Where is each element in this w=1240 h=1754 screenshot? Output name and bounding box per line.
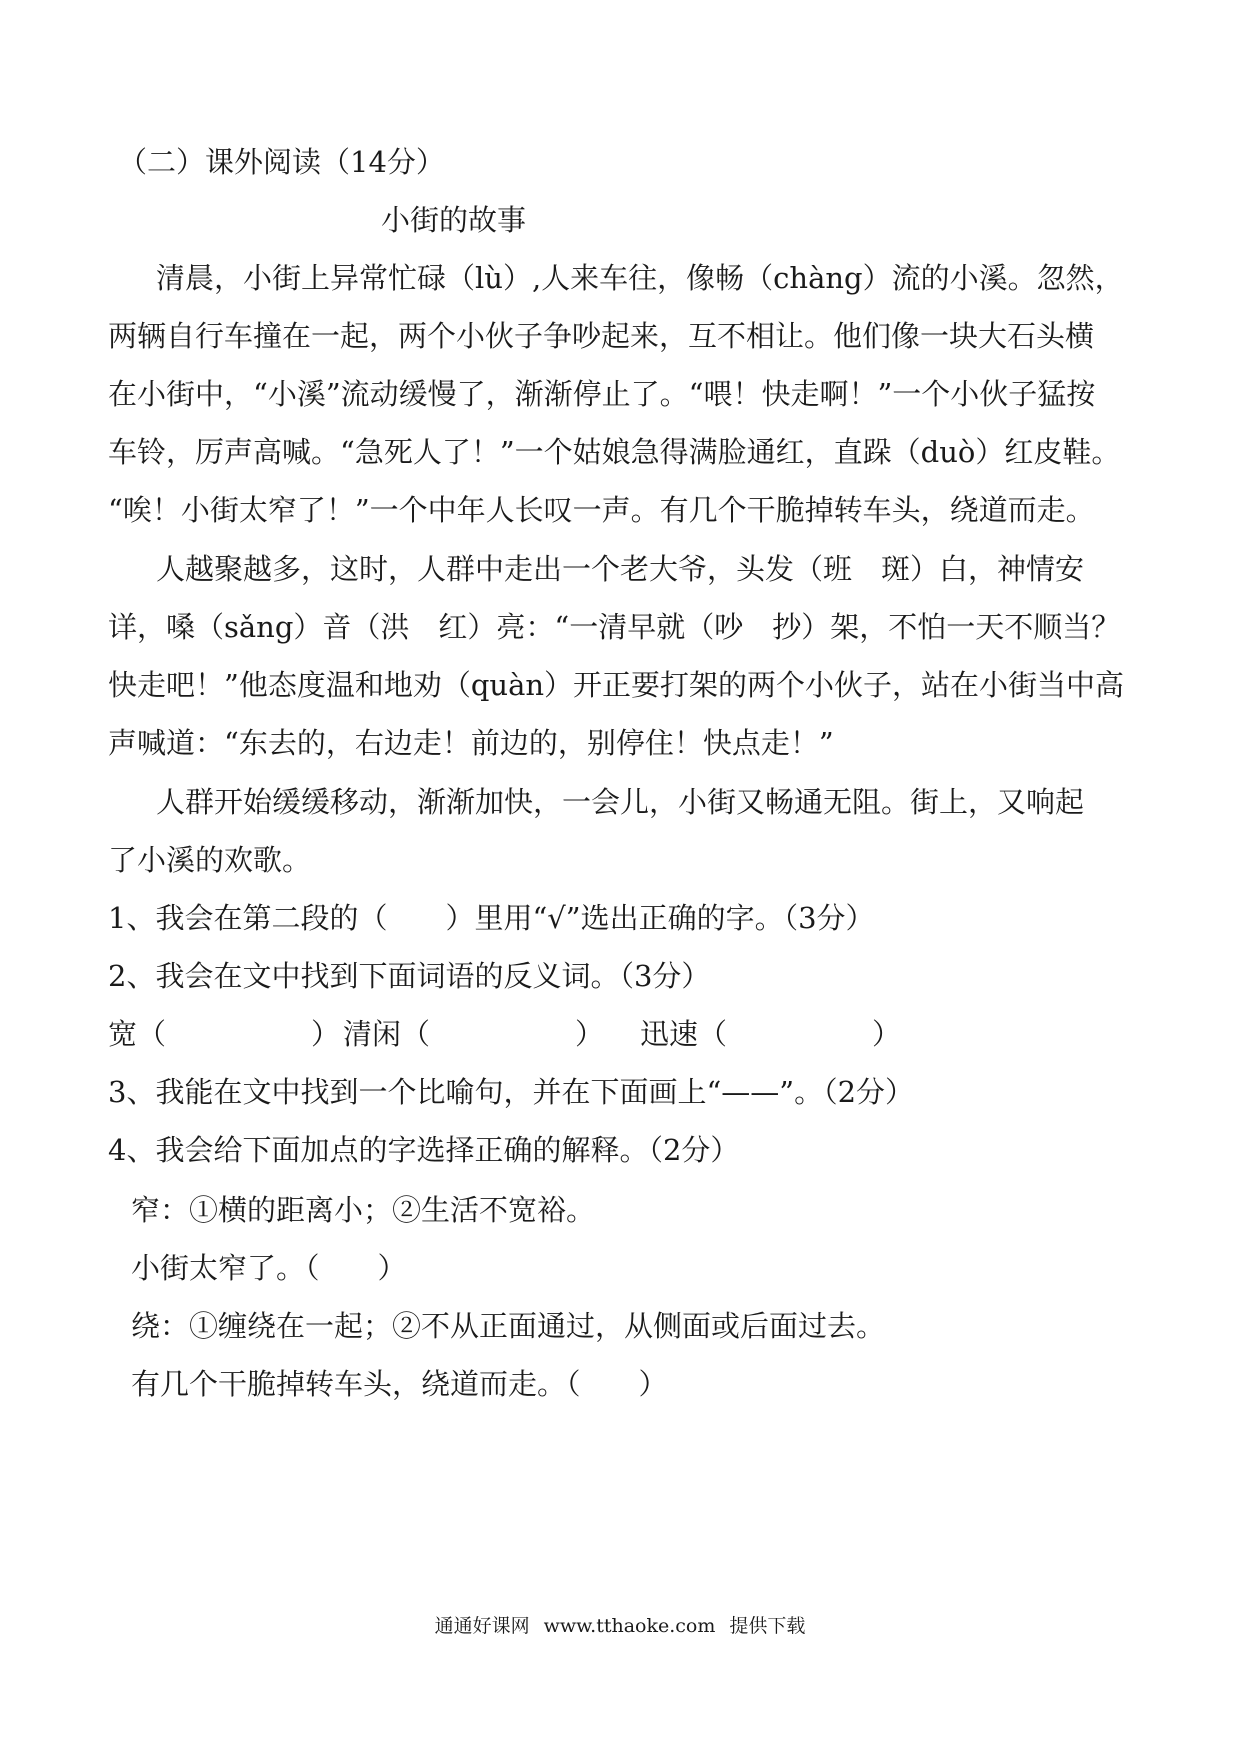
question-2: 2、我会在文中找到下面词语的反义词。（3分） xyxy=(108,959,711,993)
page-footer xyxy=(0,1614,1240,1638)
footer-suffix: 提供下载 xyxy=(729,1615,806,1637)
footer-url[interactable]: www.tthaoke.com xyxy=(543,1615,716,1637)
antonym-blank-wide[interactable]: 宽（ ） xyxy=(108,1017,341,1051)
definition-detour: 绕：①缠绕在一起；②不从正面通过，从侧面或后面过去。 xyxy=(131,1309,886,1343)
paragraph-1-line-4: 车铃，厉声高喊。“急死人了！”一个姑娘急得满脸通红，直跺（duò）红皮鞋。 xyxy=(108,435,1121,469)
antonym-blank-leisure[interactable]: 清闲（ ） xyxy=(343,1017,605,1051)
paragraph-3-line-2: 了小溪的欢歌。 xyxy=(108,843,312,877)
paragraph-2-line-4: 声喊道：“东去的，右边走！前边的，别停住！快点走！” xyxy=(108,726,834,760)
antonym-blank-fast[interactable]: 迅速（ ） xyxy=(640,1017,902,1051)
paragraph-3-line-1: 人群开始缓缓移动，渐渐加快，一会儿，小街又畅通无阻。街上，又响起 xyxy=(156,785,1085,819)
paragraph-1-line-3: 在小街中，“小溪”流动缓慢了，渐渐停止了。“喂！快走啊！”一个小伙子猛按 xyxy=(108,377,1096,411)
footer-site-name: 通通好课网 xyxy=(434,1615,530,1637)
paragraph-2-line-3: 快走吧！”他态度温和地劝（quàn）开正要打架的两个小伙子，站在小街当中高 xyxy=(108,668,1125,702)
paragraph-1-line-1: 清晨，小街上异常忙碌（lù）,人来车往，像畅（chàng）流的小溪。忽然， xyxy=(156,261,1124,295)
paragraph-2-line-2: 详，嗓（sǎng）音（洪 红）亮：“一清早就（吵 抄）架，不怕一天不顺当？ xyxy=(108,610,1121,644)
question-3: 3、我能在文中找到一个比喻句，并在下面画上“——”。（2分） xyxy=(108,1075,915,1109)
section-title: （二）课外阅读（14分） xyxy=(118,145,445,179)
sentence-narrow-answer[interactable]: 小街太窄了。（ ） xyxy=(131,1251,407,1285)
question-4: 4、我会给下面加点的字选择正确的解释。（2分） xyxy=(108,1133,740,1167)
question-1: 1、我会在第二段的（ ）里用“√”选出正确的字。（3分） xyxy=(108,901,875,935)
paragraph-1-line-5: “唉！小街太窄了！”一个中年人长叹一声。有几个干脆掉转车头，绕道而走。 xyxy=(108,493,1095,527)
paragraph-1-line-2: 两辆自行车撞在一起，两个小伙子争吵起来，互不相让。他们像一块大石头横 xyxy=(108,319,1095,353)
sentence-detour-answer[interactable]: 有几个干脆掉转车头，绕道而走。（ ） xyxy=(131,1367,668,1401)
paragraph-2-line-1: 人越聚越多，这时，人群中走出一个老大爷，头发（班 斑）白，神情安 xyxy=(156,552,1085,586)
definition-narrow: 窄：①横的距离小；②生活不宽裕。 xyxy=(131,1193,596,1227)
story-title: 小街的故事 xyxy=(381,203,527,237)
